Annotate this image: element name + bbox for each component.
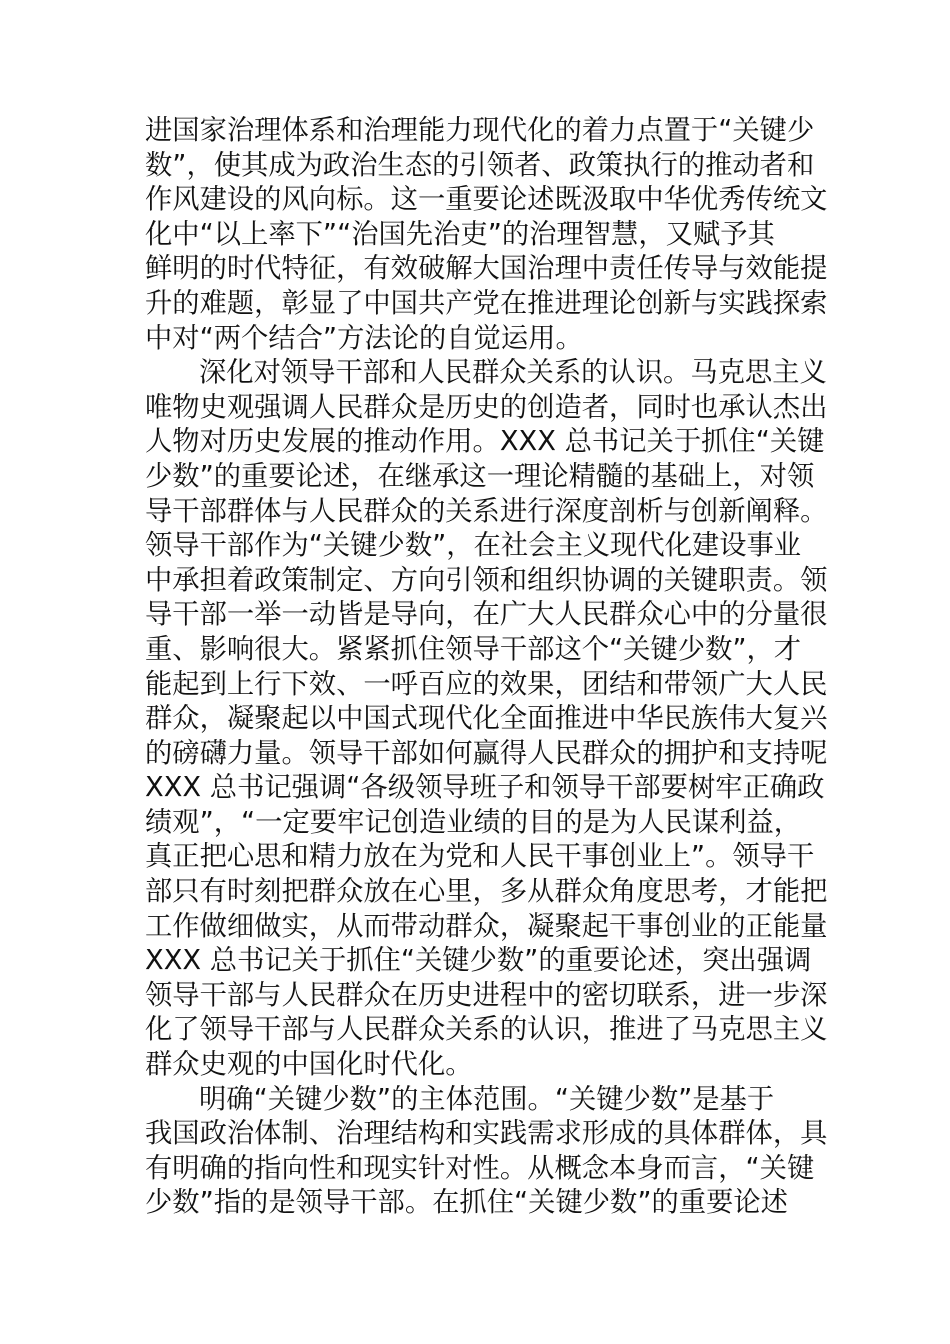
text-line: 人物对历史发展的推动作用。XXX 总书记关于抓住“关键 [145,426,825,458]
text-line: 群众，凝聚起以中国式现代化全面推进中华民族伟大复兴 [145,703,828,735]
text-line: XXX 总书记强调“各级领导班子和领导干部要树牢正确政 [145,772,825,804]
text-line: 有明确的指向性和现实针对性。从概念本身而言，“关键 [145,1152,815,1184]
text-line: 的磅礴力量。领导干部如何赢得人民群众的拥护和支持呢 [145,737,828,769]
text-line: 能起到上行下效、一呼百应的效果，团结和带领广大人民 [145,668,828,700]
text-line: 鲜明的时代特征，有效破解大国治理中责任传导与效能提 [145,253,828,285]
text-line: 进国家治理体系和治理能力现代化的着力点置于“关键少 [145,115,815,146]
text-line: 作风建设的风向标。这一重要论述既汲取中华优秀传统文 [145,184,828,216]
text-line: 中承担着政策制定、方向引领和组织协调的关键职责。领 [145,564,828,596]
text-line: 化了领导干部与人民群众关系的认识，推进了马克思主义 [145,1014,828,1046]
text-line: 数”，使其成为政治生态的引领者、政策执行的推动者和 [145,149,815,181]
text-line: XXX 总书记关于抓住“关键少数”的重要论述，突出强调 [145,945,812,977]
text-line: 群众史观的中国化时代化。 [145,1049,473,1081]
text-line: 化中“以上率下”“治国先治吏”的治理智慧，又赋予其 [145,218,775,250]
text-line: 升的难题，彰显了中国共产党在推进理论创新与实践探索 [145,287,828,319]
paragraph-heading-line: 明确“关键少数”的主体范围。“关键少数”是基于 [199,1083,775,1115]
text-line: 部只有时刻把群众放在心里，多从群众角度思考，才能把 [145,876,828,908]
text-line: 真正把心思和精力放在为党和人民干事创业上”。领导干 [145,841,815,873]
body-text [145,114,828,1221]
text-line: 工作做细做实，从而带动群众，凝聚起干事创业的正能量 [145,910,828,942]
text-line: 导干部一举一动皆是导向，在广大人民群众心中的分量很 [145,599,828,631]
text-line: 重、影响很大。紧紧抓住领导干部这个“关键少数”，才 [145,633,802,665]
paragraph-heading-line: 深化对领导干部和人民群众关系的认识。马克思主义 [199,357,827,389]
text-line: 领导干部与人民群众在历史进程中的密切联系，进一步深 [145,979,828,1011]
text-line: 领导干部作为“关键少数”，在社会主义现代化建设事业 [145,530,802,562]
text-line: 唯物史观强调人民群众是历史的创造者，同时也承认杰出 [145,391,828,423]
text-line: 我国政治体制、治理结构和实践需求形成的具体群体，具 [145,1118,828,1150]
text-line: 绩观”，“一定要牢记创造业绩的目的是为人民谋利益， [145,806,802,838]
text-line: 导干部群体与人民群众的关系进行深度剖析与创新阐释。 [145,495,828,527]
text-line: 少数”指的是领导干部。在抓住“关键少数”的重要论述 [145,1187,788,1219]
text-line: 少数”的重要论述，在继承这一理论精髓的基础上，对领 [145,460,815,492]
text-line: 中对“两个结合”方法论的自觉运用。 [145,322,583,354]
